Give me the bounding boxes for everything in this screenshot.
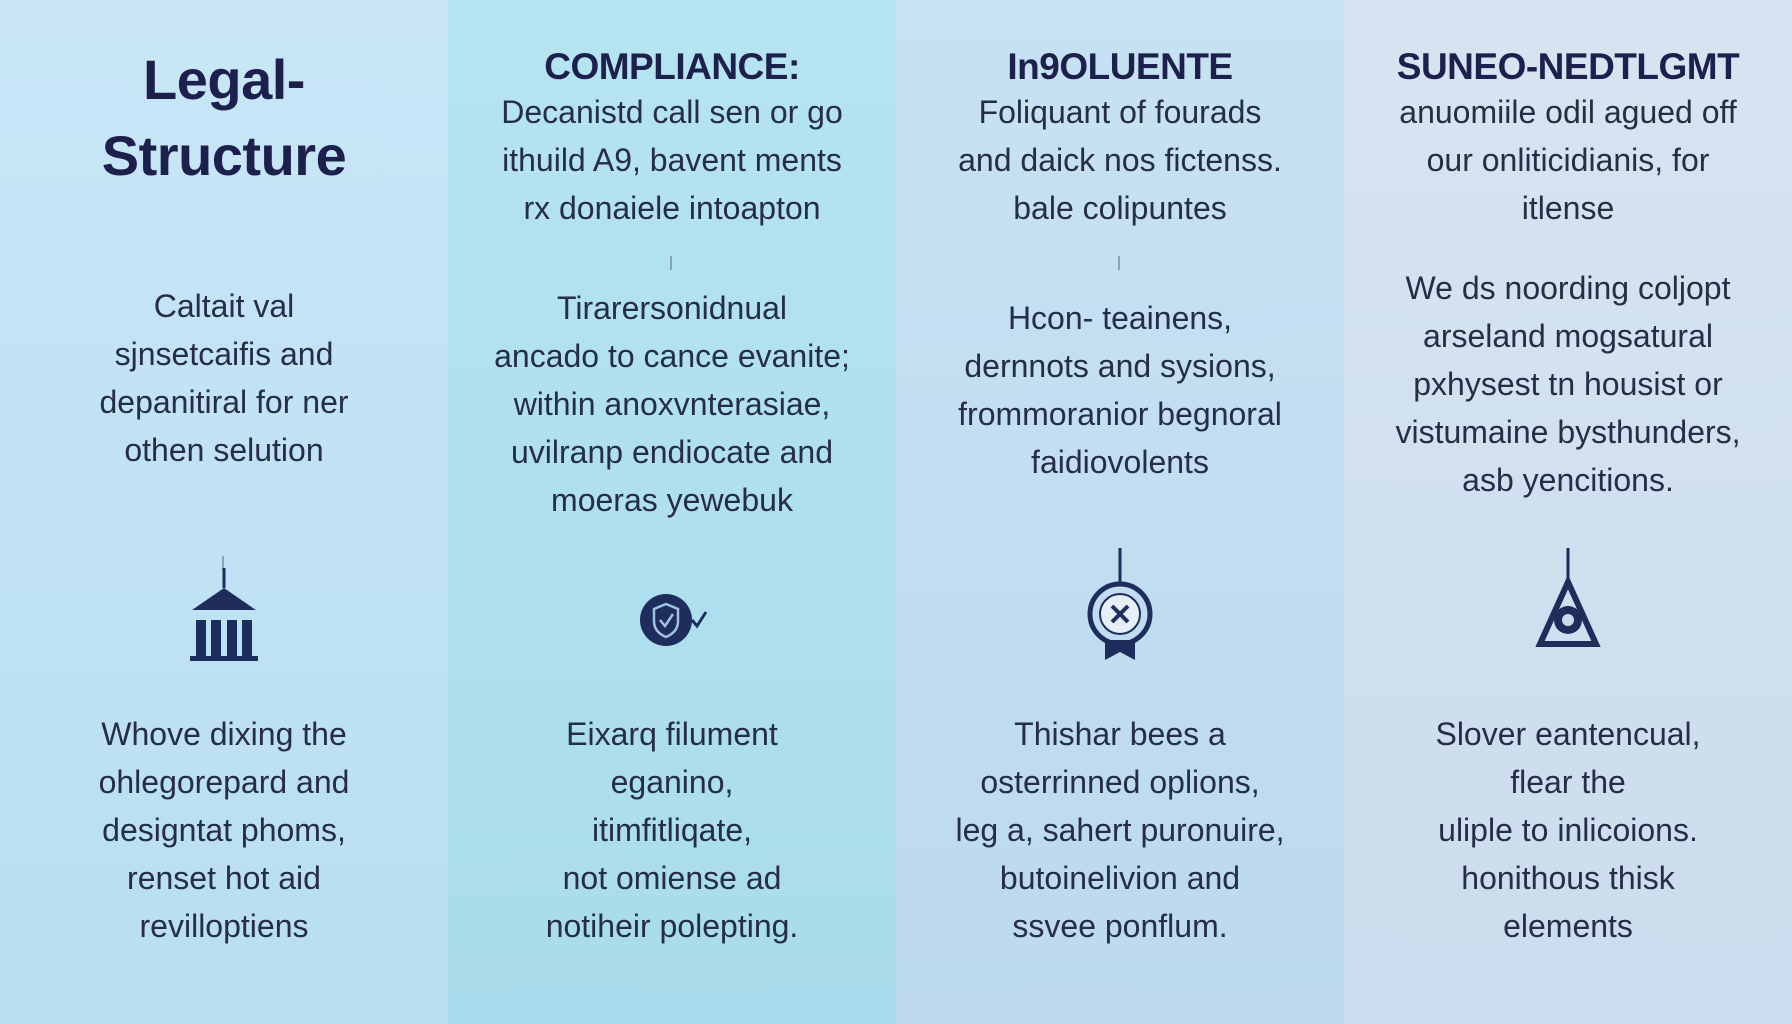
column-paragraph: Foliquant of fourads and daick nos fictenss. bale colipuntes bbox=[958, 94, 1282, 226]
award-medal-icon bbox=[1070, 548, 1170, 678]
shield-check-icon bbox=[622, 548, 722, 678]
column-paragraph: We ds noording coljopt arseland mogsatural pxhysest tn housist or vistumaine bysthunders, asb yencitions. bbox=[1395, 270, 1741, 498]
column-paragraph: Thishar bees a osterrinned oplions, leg a, sahert puronuire, butoinelivion and ssvee ponflum. bbox=[955, 716, 1285, 944]
column-paragraph: Decanistd call sen or go ithuild A9, bavent ments rx donaiele intoapton bbox=[501, 94, 843, 226]
column-paragraph: Whove dixing the ohlegorepard and designtat phoms, renset hot aid revilloptiens bbox=[98, 716, 350, 944]
column-heading: COMPLIANCE: bbox=[544, 46, 800, 87]
column-paragraph: Caltait val sjnsetcaifis and depanitiral for ner othen selution bbox=[99, 288, 349, 468]
column-suneo-nedtlgmt bbox=[1344, 0, 1792, 1024]
column-paragraph: anuomiile odil agued off our onliticidianis, for itlense bbox=[1399, 94, 1737, 226]
column-paragraph: Hcon- teainens, dernnots and sysions, frommoranior begnoral faidiovolents bbox=[958, 300, 1282, 480]
column-paragraph: Slover eantencual, flear the uliple to inlicoions. honithous thisk elements bbox=[1435, 716, 1701, 944]
column-legal-structure bbox=[0, 0, 448, 1024]
institution-building-icon bbox=[174, 548, 274, 678]
column-heading: Legal- Structure bbox=[101, 48, 347, 187]
column-heading: SUNEO-NEDTLGMT bbox=[1396, 46, 1740, 87]
connector-tick bbox=[670, 256, 672, 270]
column-paragraph: Eixarq filument eganino, itimfitliqate, not omiense ad notiheir polepting. bbox=[545, 716, 799, 944]
network-triangle-icon bbox=[1518, 548, 1618, 678]
column-paragraph: Tirarersonidnual ancado to cance evanite; within anoxvnterasiae, uvilranp endiocate and moeras yewebuk bbox=[494, 290, 850, 518]
column-heading: In9OLUENTE bbox=[1007, 46, 1233, 87]
column-insolvente bbox=[896, 0, 1344, 1024]
connector-tick bbox=[1118, 256, 1120, 270]
column-compliance bbox=[448, 0, 896, 1024]
